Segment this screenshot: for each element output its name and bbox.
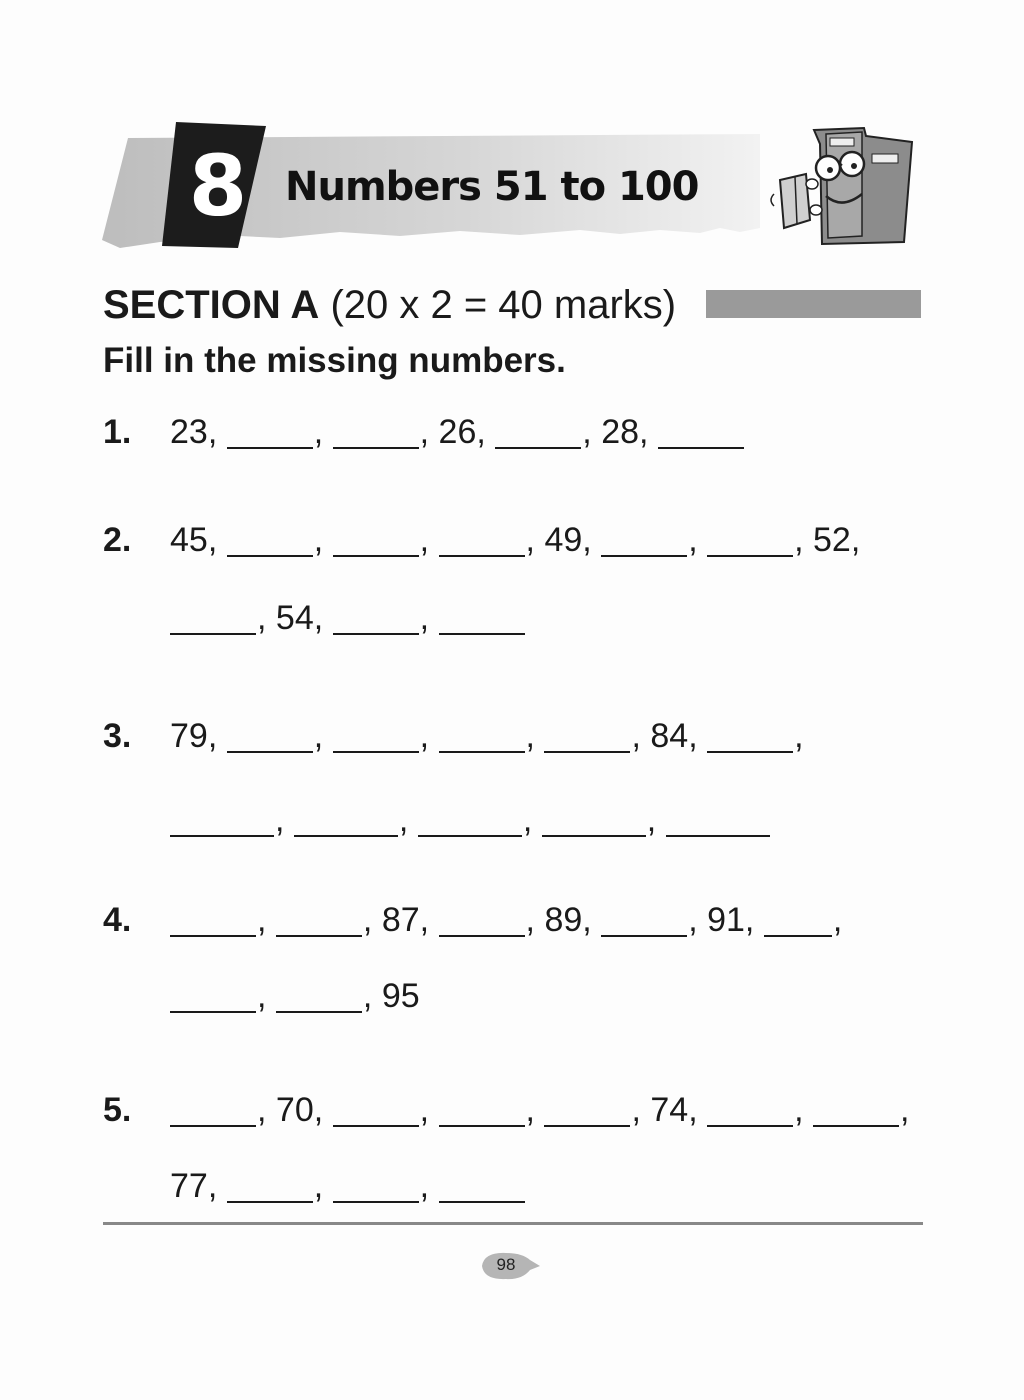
separator-comma: , [419, 413, 439, 451]
page-number: 98 [496, 1255, 516, 1274]
answer-blank[interactable] [418, 801, 522, 837]
answer-blank[interactable] [170, 901, 256, 937]
separator-comma: , [525, 901, 545, 939]
chapter-number: 8 [188, 137, 248, 235]
separator-comma: , [313, 717, 333, 755]
answer-blank[interactable] [227, 717, 313, 753]
answer-blank[interactable] [666, 801, 770, 837]
separator-comma: , [419, 521, 439, 559]
separator-comma: , [419, 599, 439, 637]
given-number: 91 [707, 901, 745, 939]
given-number: 84 [650, 717, 689, 755]
answer-blank[interactable] [170, 1091, 256, 1127]
given-number: 52 [813, 521, 851, 559]
answer-blank[interactable] [542, 801, 646, 837]
answer-blank[interactable] [227, 413, 313, 449]
question-sequence-line [170, 1090, 909, 1130]
separator-comma: , [257, 977, 276, 1015]
separator-comma: , [313, 599, 333, 637]
separator-comma: , [794, 521, 813, 559]
answer-blank[interactable] [544, 1091, 630, 1127]
given-number: 28 [601, 413, 640, 451]
instruction-text: Fill in the missing numbers. [103, 341, 566, 380]
given-number: 95 [381, 977, 420, 1015]
answer-blank[interactable] [601, 521, 687, 557]
separator-comma: , [688, 1091, 708, 1129]
answer-blank[interactable] [707, 1091, 793, 1127]
chapter-title: Numbers 51 to 100 [285, 164, 699, 210]
given-number: 45 [170, 521, 208, 559]
separator-comma: , [582, 521, 602, 559]
separator-comma: , [257, 599, 276, 637]
question-sequence-line [170, 800, 771, 840]
separator-comma: , [207, 717, 227, 755]
answer-blank[interactable] [333, 717, 419, 753]
answer-blank[interactable] [495, 413, 581, 449]
separator-comma: , [207, 521, 227, 559]
question-number: 4. [103, 901, 132, 939]
separator-comma: , [522, 801, 542, 839]
separator-comma: , [419, 717, 439, 755]
answer-blank[interactable] [333, 1091, 419, 1127]
separator-comma: , [631, 717, 651, 755]
section-bar [706, 290, 921, 318]
question-number: 1. [103, 413, 132, 451]
given-number: 77 [170, 1167, 208, 1205]
separator-comma: , [207, 1167, 227, 1205]
separator-comma: , [688, 717, 708, 755]
answer-blank[interactable] [333, 1167, 419, 1203]
given-number: 89 [544, 901, 583, 939]
question-number: 5. [103, 1091, 132, 1129]
separator-comma: , [207, 413, 227, 451]
answer-blank[interactable] [333, 521, 419, 557]
answer-blank[interactable] [813, 1091, 899, 1127]
question-sequence-line [170, 598, 526, 638]
answer-blank[interactable] [707, 717, 793, 753]
separator-comma: , [688, 521, 708, 559]
question-sequence-line [170, 716, 804, 756]
answer-blank[interactable] [227, 1167, 313, 1203]
given-number: 79 [170, 717, 208, 755]
given-number: 49 [544, 521, 583, 559]
separator-comma: , [794, 1091, 813, 1129]
question-number: 3. [103, 717, 132, 755]
answer-blank[interactable] [601, 901, 687, 937]
given-number: 70 [275, 1091, 314, 1129]
separator-comma: , [850, 521, 861, 559]
separator-comma: , [313, 1091, 333, 1129]
separator-comma: , [639, 413, 658, 451]
separator-comma: , [832, 901, 843, 939]
separator-comma: , [419, 901, 439, 939]
given-number: 87 [381, 901, 420, 939]
section-header [103, 282, 676, 328]
answer-blank[interactable] [439, 901, 525, 937]
separator-comma: , [900, 1091, 910, 1129]
question-sequence-line [170, 900, 842, 940]
separator-comma: , [631, 1091, 651, 1129]
answer-blank[interactable] [294, 801, 398, 837]
given-number: 26 [438, 413, 477, 451]
given-number: 23 [170, 413, 208, 451]
separator-comma: , [525, 717, 545, 755]
book-mascot-icon [766, 124, 922, 248]
separator-comma: , [257, 901, 276, 939]
separator-comma: , [744, 901, 764, 939]
answer-blank[interactable] [439, 1167, 525, 1203]
separator-comma: , [275, 801, 294, 839]
separator-comma: , [362, 977, 382, 1015]
answer-blank[interactable] [439, 717, 525, 753]
separator-comma: , [362, 901, 382, 939]
question-sequence-line [170, 412, 745, 452]
answer-blank[interactable] [544, 717, 630, 753]
separator-comma: , [525, 1091, 545, 1129]
answer-blank[interactable] [439, 599, 525, 635]
given-number: 54 [275, 599, 314, 637]
answer-blank[interactable] [333, 413, 419, 449]
answer-blank[interactable] [170, 801, 274, 837]
answer-blank[interactable] [170, 599, 256, 635]
separator-comma: , [313, 521, 333, 559]
separator-comma: , [419, 1091, 439, 1129]
section-label: SECTION A [103, 283, 320, 327]
separator-comma: , [646, 801, 666, 839]
separator-comma: , [313, 413, 333, 451]
separator-comma: , [582, 413, 602, 451]
answer-blank[interactable] [707, 521, 793, 557]
separator-comma: , [398, 801, 418, 839]
separator-comma: , [419, 1167, 439, 1205]
answer-blank[interactable] [333, 599, 419, 635]
answer-blank[interactable] [227, 521, 313, 557]
question-sequence-line [170, 976, 420, 1016]
separator-comma: , [688, 901, 708, 939]
answer-blank[interactable] [276, 901, 362, 937]
given-number: 74 [650, 1091, 689, 1129]
footer-divider [103, 1222, 923, 1225]
question-number: 2. [103, 521, 132, 559]
answer-blank[interactable] [764, 901, 832, 937]
answer-blank[interactable] [658, 413, 744, 449]
answer-blank[interactable] [439, 521, 525, 557]
separator-comma: , [582, 901, 602, 939]
separator-comma: , [313, 1167, 333, 1205]
answer-blank[interactable] [439, 1091, 525, 1127]
separator-comma: , [476, 413, 496, 451]
section-marks: (20 x 2 = 40 marks) [330, 283, 677, 327]
question-sequence-line [170, 1166, 526, 1206]
separator-comma: , [257, 1091, 276, 1129]
separator-comma: , [525, 521, 545, 559]
answer-blank[interactable] [276, 977, 362, 1013]
question-sequence-line [170, 520, 860, 560]
answer-blank[interactable] [170, 977, 256, 1013]
separator-comma: , [794, 717, 804, 755]
